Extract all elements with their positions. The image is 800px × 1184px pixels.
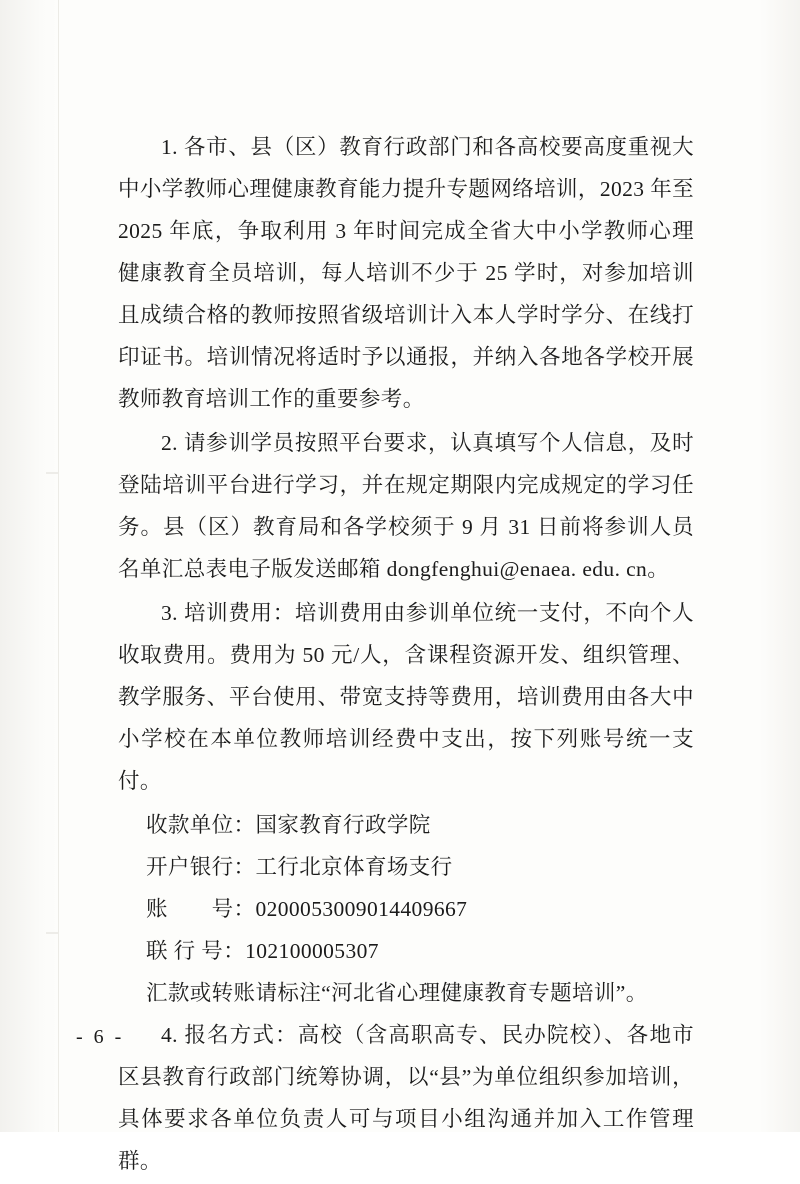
page-number: - 6 -: [76, 1026, 125, 1048]
paragraph-3: 3. 培训费用：培训费用由参训单位统一支付，不向个人收取费用。费用为 50 元/人，含课程资源开发、组织管理、教学服务、平台使用、带宽支持等费用，培训费用由各大中小学校在本单位教师培训经费中支出，按下列账号统一支付。: [118, 601, 694, 793]
page-edge-mark: [46, 932, 58, 934]
bank-payee-line: [118, 804, 694, 846]
page-edge-mark: [46, 472, 58, 474]
bank-account-line: [118, 888, 694, 930]
bank-payee-value: 国家教育行政学院: [255, 813, 431, 837]
document-body: [118, 126, 694, 1184]
bank-account-label: 账 号：: [145, 897, 256, 921]
remittance-note: 汇款或转账请标注“河北省心理健康教育专题培训”。: [145, 981, 648, 1005]
bank-name-line: [118, 846, 694, 888]
page-edge-line: [58, 0, 59, 1132]
bank-account-value: 0200053009014409667: [255, 897, 468, 921]
bank-name-label: 开户银行：: [145, 855, 256, 879]
bank-routing-line: [118, 930, 694, 972]
bank-routing-label: 联 行 号：: [145, 939, 246, 963]
paragraph-4: 4. 报名方式：高校（含高职高专、民办院校）、各地市区县教育行政部门统筹协调，以“县”为单位组织参加培训，具体要求各单位负责人可与项目小组沟通并加入工作管理群。: [118, 1023, 694, 1173]
paragraph-2: 2. 请参训学员按照平台要求，认真填写个人信息，及时登陆培训平台进行学习，并在规定期限内完成规定的学习任务。县（区）教育局和各学校须于 9 月 31 日前将参训人员名单汇总表电子版发送邮箱 dongfenghui@enaea. edu. cn。: [118, 431, 694, 581]
bank-payee-label: 收款单位：: [145, 813, 256, 837]
paragraph-1: 1. 各市、县（区）教育行政部门和各高校要高度重视大中小学教师心理健康教育能力提升专题网络培训，2023 年至 2025 年底，争取利用 3 年时间完成全省大中小学教师心理健康教育全员培训，每人培训不少于 25 学时，对参加培训且成绩合格的教师按照省级培训计入本人学时学分、在线打印证书。培训情况将适时予以通报，并纳入各地各学校开展教师教育培训工作的重要参考。: [118, 135, 694, 411]
bank-name-value: 工行北京体育场支行: [255, 855, 453, 879]
bank-routing-value: 102100005307: [245, 939, 379, 963]
